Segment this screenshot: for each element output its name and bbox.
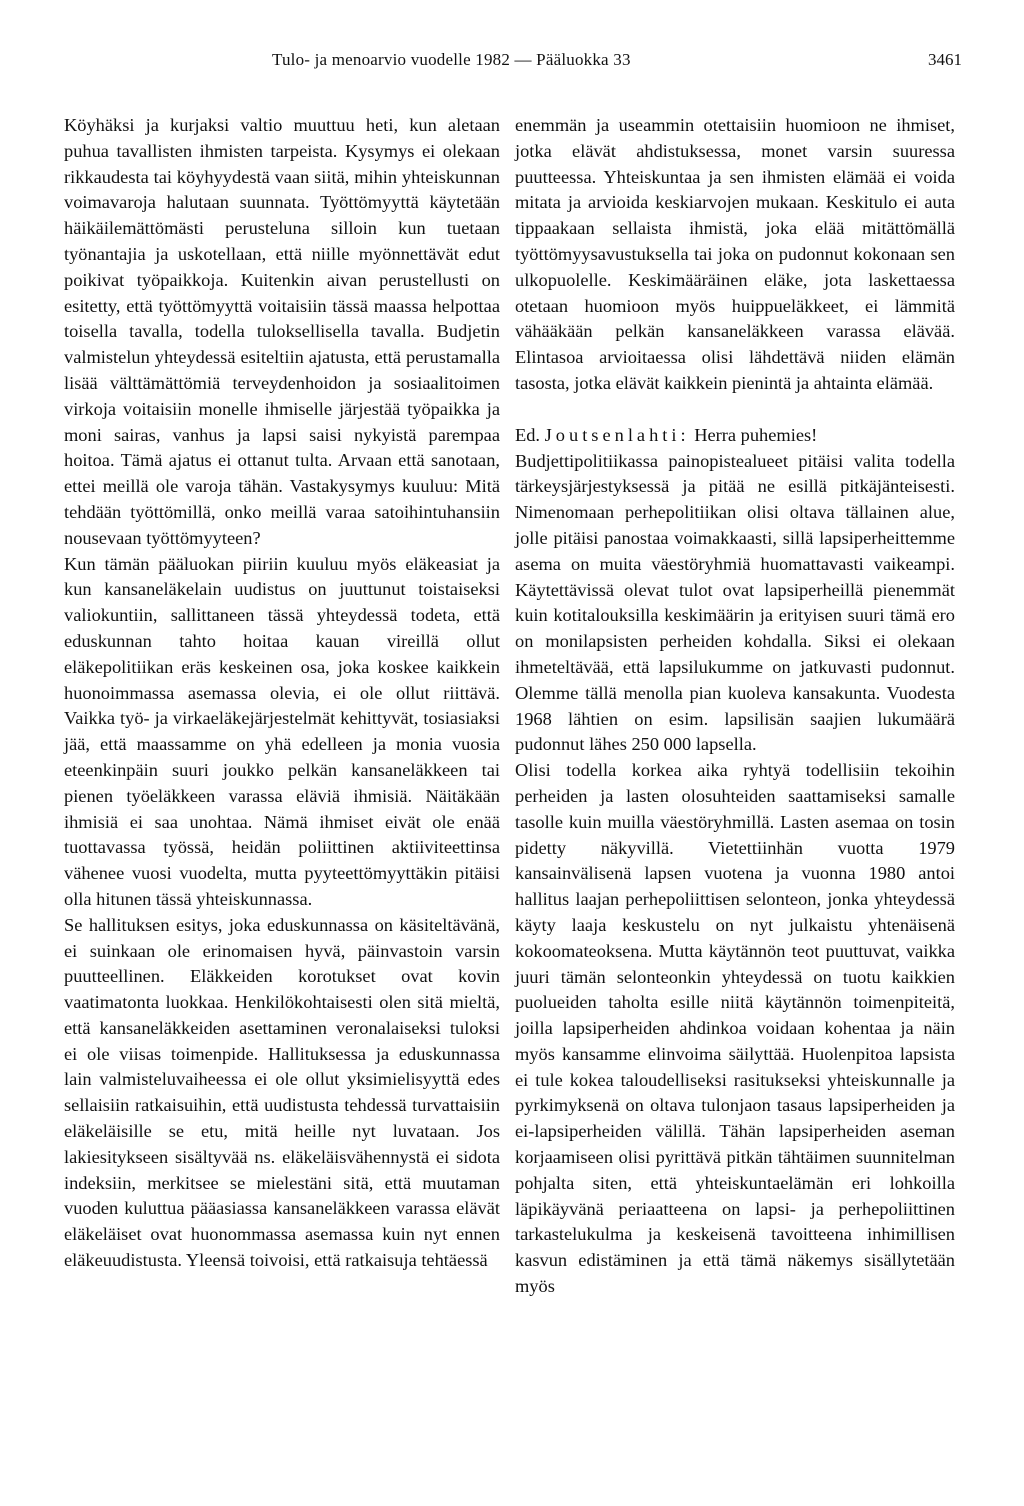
page-number: 3461	[928, 50, 962, 69]
right-column	[515, 113, 955, 1300]
paragraph: Köyhäksi ja kurjaksi valtio muuttuu heti, kun aletaan puhua tavallisten ihmisten tarpeista. Kysymys ei olekaan rikkaudesta tai köyhyydestä vaan siitä, mihin yhteiskunnan voimavaroja halutaan suunnata. Työttömyyttä käytetään häikäilemättömästi perusteluna silloin kun tuetaan työnantajia ja uskotellaan, että niille myönnettävät edut poikivat työpaikkoja. Kuitenkin aivan perustellusti on esitetty, että työttömyyttä voitaisiin tässä maassa helpottaa toisella tavalla, todella tuloksellisella tavalla. Budjetin valmistelun yhteydessä esiteltiin ajatusta, että perustamalla lisää välttämättömiä terveydenhoidon ja sosiaalitoimen virkoja voitaisiin monelle ihmiselle järjestää työpaikka ja moni sairas, vanhus ja lapsi saisi nykyistä parempaa hoitoa. Tämä ajatus ei ottanut tulta. Arvaan että sanotaan, ettei meillä ole varoja tähän. Vastakysymys kuuluu: Mitä tehdään työttömillä, onko meillä varaa satoihintuhansiin nousevaan työttömyyteen?	[64, 115, 500, 548]
speaker-opening: Herra puhemies!	[694, 424, 818, 445]
header-title: Tulo- ja menoarvio vuodelle 1982 — Pääluokka 33	[272, 50, 631, 69]
paragraph: Kun tämän pääluokan piiriin kuuluu myös eläkeasiat ja kun kansaneläkelain uudistus on juuttunut toistaiseksi valiokuntiin, sallittaneen tässä yhteydessä todeta, että eduskunnan tahto hoitaa kauan vireillä ollut eläkepolitiikan eräs keskeinen osa, joka koskee kaikkein huonoimmassa asemassa olevia, ei ole ollut riittävä. Vaikka työ- ja virkaeläkejärjestelmät kehittyvät, tosiasiaksi jää, että maassamme on yhä edelleen ja monia vuosia eteenkinpäin suuri joukko pelkän kansaneläkkeen tai pienen työeläkkeen varassa eläviä ihmisiä. Näitäkään ihmisiä ei saa unohtaa. Nämä ihmiset eivät ole enää tuottavassa työssä, heidän poliittinen aktiiviteettinsa vähenee vuosi vuodelta, mutta pyyteettömyyttäkin pitäisi olla hitunen tässä yhteiskunnassa.	[64, 553, 500, 909]
paragraph: Budjettipolitiikassa painopistealueet pitäisi valita todella tärkeysjärjestyksessä ja pitää ne esillä pitkäjänteisesti. Nimenomaan perhepolitiikan olisi oltava tällainen alue, jolle pitäisi panostaa voimakkaasti, sillä lapsiperheittemme asema on muita väestöryhmiä huomattavasti vaikeampi. Käytettävissä olevat tulot ovat lapsiperheillä pienemmät kuin kotitalouksilla keskimäärin ja erityisen suuri tämä ero on monilapsisten perheiden kohdalla. Siksi ei olekaan ihmeteltävää, että lapsilukumme on jatkuvasti pudonnut. Olemme tällä menolla pian kuoleva kansakunta. Vuodesta 1968 lähtien on esim. lapsilisän saajien lukumäärä pudonnut lähes 250 000 lapsella.	[515, 450, 955, 755]
paragraph: Olisi todella korkea aika ryhtyä todellisiin tekoihin perheiden ja lasten olosuhteiden saattamiseksi samalle tasolle kuin muilla väestöryhmillä. Lasten asemaa on tosin pidetty näkyvillä. Vietettiinhän vuotta 1979 kansainvälisenä lapsen vuotena ja vuonna 1980 antoi hallitus laajan perhepoliittisen selonteon, jonka yhteydessä käyty laaja keskustelu on nyt julkaistu yhtenäisenä kokoomateoksena. Mutta käytännön teot puuttuvat, vaikka juuri tämän selonteonkin yhteydessä on tuotu kaikkien puolueiden taholta esille niitä käytännön toimenpiteitä, joilla lapsiperheiden ahdinkoa voidaan kohentaa ja näin myös kansamme elinvoima säilyttää. Huolenpitoa lapsista ei tule kokea taloudelliseksi rasitukseksi yhteiskunnalle ja pyrkimyksenä on oltava tulonjaon tasaus lapsiperheiden ja ei-lapsiperheiden välillä. Tähän lapsiperheiden aseman korjaamiseen olisi pyrittävä pitkän tähtäimen suunnitelman pohjalta siten, että yhteiskuntaelämän eri lohkoilla läpikäyvänä periaatteena on lapsi- ja perhepoliittinen tarkastelukulma ja keskeisenä tavoitteena inhimillisen kasvun edistäminen ja että tämä näkemys sisällytetään myös	[515, 760, 955, 1297]
paragraph: enemmän ja useammin otettaisiin huomioon ne ihmiset, jotka elävät ahdistuksessa, monet varsin suuressa puutteessa. Yhteiskuntaa ja sen ihmisten elämää ei voida mitata ja arvioida keskiarvojen mukaan. Keskitulo ei auta tippaakaan sellaista ihmistä, joka elää mitättömällä työttömyysavustuksella tai joka on pudonnut kokonaan sen ulkopuolelle. Keskimääräinen eläke, jota laskettaessa otetaan huomioon myös huippueläkkeet, ei lämmitä vähääkään pelkän kansaneläkkeen varassa elävää. Elintasoa arvioitaessa olisi lähdettävä niiden elämän tasosta, jotka elävät kaikkein pienintä ja ahtainta elämää.	[515, 115, 955, 393]
left-column	[64, 113, 500, 1274]
speaker-prefix: Ed.	[515, 424, 541, 445]
paragraph: Se hallituksen esitys, joka eduskunnassa on käsiteltävänä, ei suinkaan ole erinomaisen hyvä, päinvastoin varsin puutteellinen. Eläkkeiden korotukset ovat kovin vaatimatonta luokkaa. Henkilökohtaisesti olen sitä mieltä, että kansaneläkkeiden asettaminen veronalaiseksi tuloksi ei ole viisas toimenpide. Hallituksessa ja eduskunnassa lain valmisteluvaiheessa ei ole ollut yksimielisyyttä edes sellaisiin ratkaisuihin, että uudistusta tehdessä turvattaisiin eläkeläisille se etu, mitä heille nyt luvataan. Jos lakiesitykseen sisältyvää ns. eläkeläisvähennystä ei sidota indeksiin, merkitsee se mielestäni sitä, että muutaman vuoden kuluttua pääasiassa kansaneläkkeen varassa elävät eläkeläiset ovat huonommassa asemassa kuin nyt ennen eläkeuudistusta. Yleensä toivoisi, että ratkaisuja tehtäessä	[64, 914, 500, 1271]
speaker-line	[515, 423, 955, 449]
speaker-name: Joutsenlahti:	[544, 424, 690, 445]
running-header	[272, 50, 962, 80]
